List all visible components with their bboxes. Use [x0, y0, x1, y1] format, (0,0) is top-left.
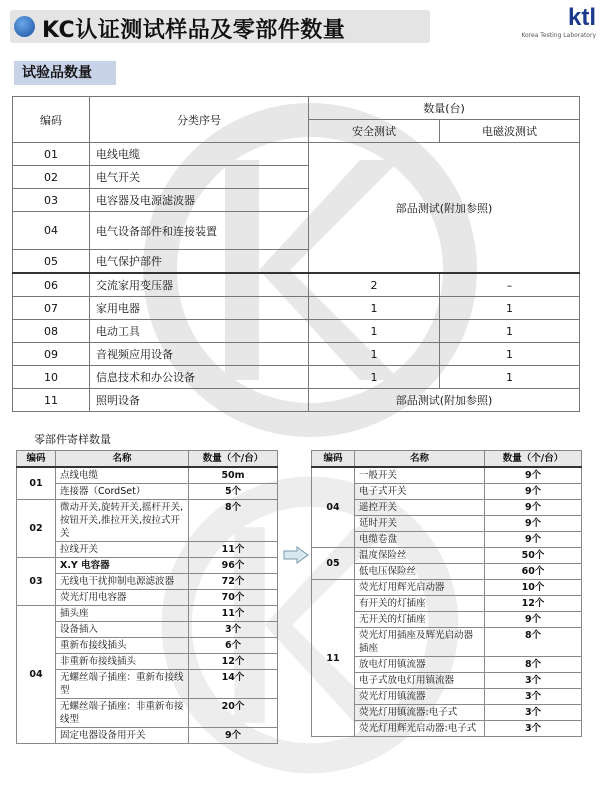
title-bar — [10, 10, 430, 43]
row-name: 电容器及电源滤波器 — [90, 189, 309, 212]
item-qty: 8个 — [485, 628, 582, 657]
header-qty: 数量(台) — [309, 97, 580, 120]
page-title: KC认证测试样品及零部件数量 — [42, 18, 346, 43]
row-code: 04 — [13, 212, 90, 250]
table-row — [17, 558, 278, 574]
item-qty: 50m — [189, 467, 278, 484]
logo-subtitle: Korea Testing Laboratory — [521, 32, 596, 39]
item-qty: 3个 — [189, 622, 278, 638]
row-name: 电气设备部件和连接装置 — [90, 212, 309, 250]
table-row — [13, 273, 580, 297]
item-name: 电子式放电灯用镇流器 — [355, 673, 485, 689]
item-name: 电子式开关 — [355, 484, 485, 500]
table-row — [17, 574, 278, 590]
row-name: 照明设备 — [90, 389, 309, 412]
section-title-parts: 零部件寄样数量 — [34, 433, 111, 446]
table-row — [17, 467, 278, 484]
item-name: 无螺丝端子插座：重新布接线型 — [56, 670, 189, 699]
row-name: 音视频应用设备 — [90, 343, 309, 366]
item-qty: 3个 — [485, 705, 582, 721]
row-emc: 1 — [440, 366, 580, 389]
row-name: 交流家用变压器 — [90, 273, 309, 297]
item-name: 点线电缆 — [56, 467, 189, 484]
group-code: 02 — [17, 500, 56, 558]
header-category: 分类序号 — [90, 97, 309, 143]
item-qty: 50个 — [485, 548, 582, 564]
table-row — [13, 389, 580, 412]
item-qty: 14个 — [189, 670, 278, 699]
row-name: 电线电缆 — [90, 143, 309, 166]
item-qty: 10个 — [485, 580, 582, 596]
header-code: 编码 — [17, 451, 56, 468]
item-name: 无线电干扰抑制电源滤波器 — [56, 574, 189, 590]
row-name: 电动工具 — [90, 320, 309, 343]
item-name: 无螺丝端子插座：非重新布接线型 — [56, 699, 189, 728]
item-qty: 8个 — [189, 500, 278, 542]
group-code: 05 — [312, 548, 355, 580]
table-row — [13, 297, 580, 320]
row-code: 10 — [13, 366, 90, 389]
row-name: 信息技术和办公设备 — [90, 366, 309, 389]
table-row — [17, 542, 278, 558]
item-name: 固定电器设备用开关 — [56, 728, 189, 744]
item-name: 荧光灯用插座及辉光启动器插座 — [355, 628, 485, 657]
table-row — [17, 590, 278, 606]
item-name: 有开关的灯插座 — [355, 596, 485, 612]
item-name: 延时开关 — [355, 516, 485, 532]
item-qty: 9个 — [485, 516, 582, 532]
table-row — [17, 606, 278, 622]
header-qty: 数量（个/台） — [189, 451, 278, 468]
item-name: 荧光灯用电容器 — [56, 590, 189, 606]
row-code: 01 — [13, 143, 90, 166]
row-emc: 1 — [440, 320, 580, 343]
row-emc: 1 — [440, 297, 580, 320]
row-code: 08 — [13, 320, 90, 343]
table-row — [17, 622, 278, 638]
item-name: 放电灯用镇流器 — [355, 657, 485, 673]
arrow-right-icon — [283, 546, 309, 564]
row-safety: 1 — [309, 343, 440, 366]
item-qty: 11个 — [189, 606, 278, 622]
item-name: 拉线开关 — [56, 542, 189, 558]
group-code: 04 — [312, 467, 355, 548]
row-safety: 1 — [309, 320, 440, 343]
table-row — [17, 670, 278, 699]
row-code: 03 — [13, 189, 90, 212]
header-code: 编码 — [312, 451, 355, 468]
item-name: 无开关的灯插座 — [355, 612, 485, 628]
item-name: 连接器（CordSet） — [56, 484, 189, 500]
item-qty: 9个 — [485, 532, 582, 548]
item-name: 非重新布接线插头 — [56, 654, 189, 670]
item-name: 荧光灯用辉光启动器 — [355, 580, 485, 596]
group-code: 03 — [17, 558, 56, 606]
merged-note: 部品测试(附加参照) — [309, 143, 580, 274]
item-qty: 60个 — [485, 564, 582, 580]
item-qty: 8个 — [485, 657, 582, 673]
table-row — [17, 638, 278, 654]
row-code: 06 — [13, 273, 90, 297]
header-code: 编码 — [13, 97, 90, 143]
item-qty: 9个 — [189, 728, 278, 744]
item-qty: 12个 — [189, 654, 278, 670]
row-emc: – — [440, 273, 580, 297]
item-qty: 70个 — [189, 590, 278, 606]
item-qty: 9个 — [485, 467, 582, 484]
parts-table-right — [311, 450, 582, 737]
table-row — [13, 143, 580, 166]
item-name: 荧光灯用镇流器 — [355, 689, 485, 705]
item-qty: 20个 — [189, 699, 278, 728]
item-qty: 11个 — [189, 542, 278, 558]
item-qty: 12个 — [485, 596, 582, 612]
table-row — [17, 728, 278, 744]
item-qty: 6个 — [189, 638, 278, 654]
item-name: 重新布接线插头 — [56, 638, 189, 654]
row-safety: 2 — [309, 273, 440, 297]
item-name: 一般开关 — [355, 467, 485, 484]
table-row — [17, 484, 278, 500]
sample-quantity-table — [12, 96, 580, 412]
item-qty: 3个 — [485, 689, 582, 705]
ktl-logo — [512, 4, 596, 38]
group-code: 04 — [17, 606, 56, 744]
header-emc: 电磁波测试 — [440, 120, 580, 143]
item-qty: 9个 — [485, 484, 582, 500]
row-safety: 1 — [309, 366, 440, 389]
header-name: 名称 — [355, 451, 485, 468]
item-qty: 3个 — [485, 721, 582, 737]
table-row — [17, 699, 278, 728]
table-row — [13, 366, 580, 389]
item-qty: 3个 — [485, 673, 582, 689]
item-name: 遥控开关 — [355, 500, 485, 516]
group-code: 01 — [17, 467, 56, 500]
row-code: 02 — [13, 166, 90, 189]
item-name: 插头座 — [56, 606, 189, 622]
item-name: X.Y 电容器 — [56, 558, 189, 574]
header-qty: 数量（个/台） — [485, 451, 582, 468]
table-row — [312, 467, 582, 484]
item-name: 荧光灯用镇流器:电子式 — [355, 705, 485, 721]
row-safety: 1 — [309, 297, 440, 320]
table-row — [13, 320, 580, 343]
bullet-icon — [14, 16, 35, 37]
parts-table-left — [16, 450, 278, 744]
row-code: 09 — [13, 343, 90, 366]
item-qty: 9个 — [485, 500, 582, 516]
table-row — [13, 343, 580, 366]
row-name: 电气开关 — [90, 166, 309, 189]
item-name: 温度保险丝 — [355, 548, 485, 564]
row-name: 家用电器 — [90, 297, 309, 320]
logo-text: ktl — [567, 4, 596, 31]
table-row — [312, 548, 582, 564]
item-name: 电缆卷盘 — [355, 532, 485, 548]
item-qty: 5个 — [189, 484, 278, 500]
row-note: 部品测试(附加参照) — [309, 389, 580, 412]
row-name: 电气保护部件 — [90, 250, 309, 274]
item-name: 荧光灯用辉光启动器:电子式 — [355, 721, 485, 737]
row-code: 05 — [13, 250, 90, 274]
item-qty: 72个 — [189, 574, 278, 590]
table-row — [312, 580, 582, 596]
table-row — [17, 500, 278, 542]
row-emc: 1 — [440, 343, 580, 366]
header-safety: 安全测试 — [309, 120, 440, 143]
item-name: 设备插入 — [56, 622, 189, 638]
row-code: 07 — [13, 297, 90, 320]
item-name: 低电压保险丝 — [355, 564, 485, 580]
item-qty: 9个 — [485, 612, 582, 628]
table-row — [17, 654, 278, 670]
row-code: 11 — [13, 389, 90, 412]
group-code: 11 — [312, 580, 355, 737]
item-qty: 96个 — [189, 558, 278, 574]
header-name: 名称 — [56, 451, 189, 468]
item-name: 微动开关,旋转开关,摇杆开关,按钮开关,推拉开关,按拉式开关 — [56, 500, 189, 542]
section-title-samples: 试验品数量 — [14, 61, 116, 85]
